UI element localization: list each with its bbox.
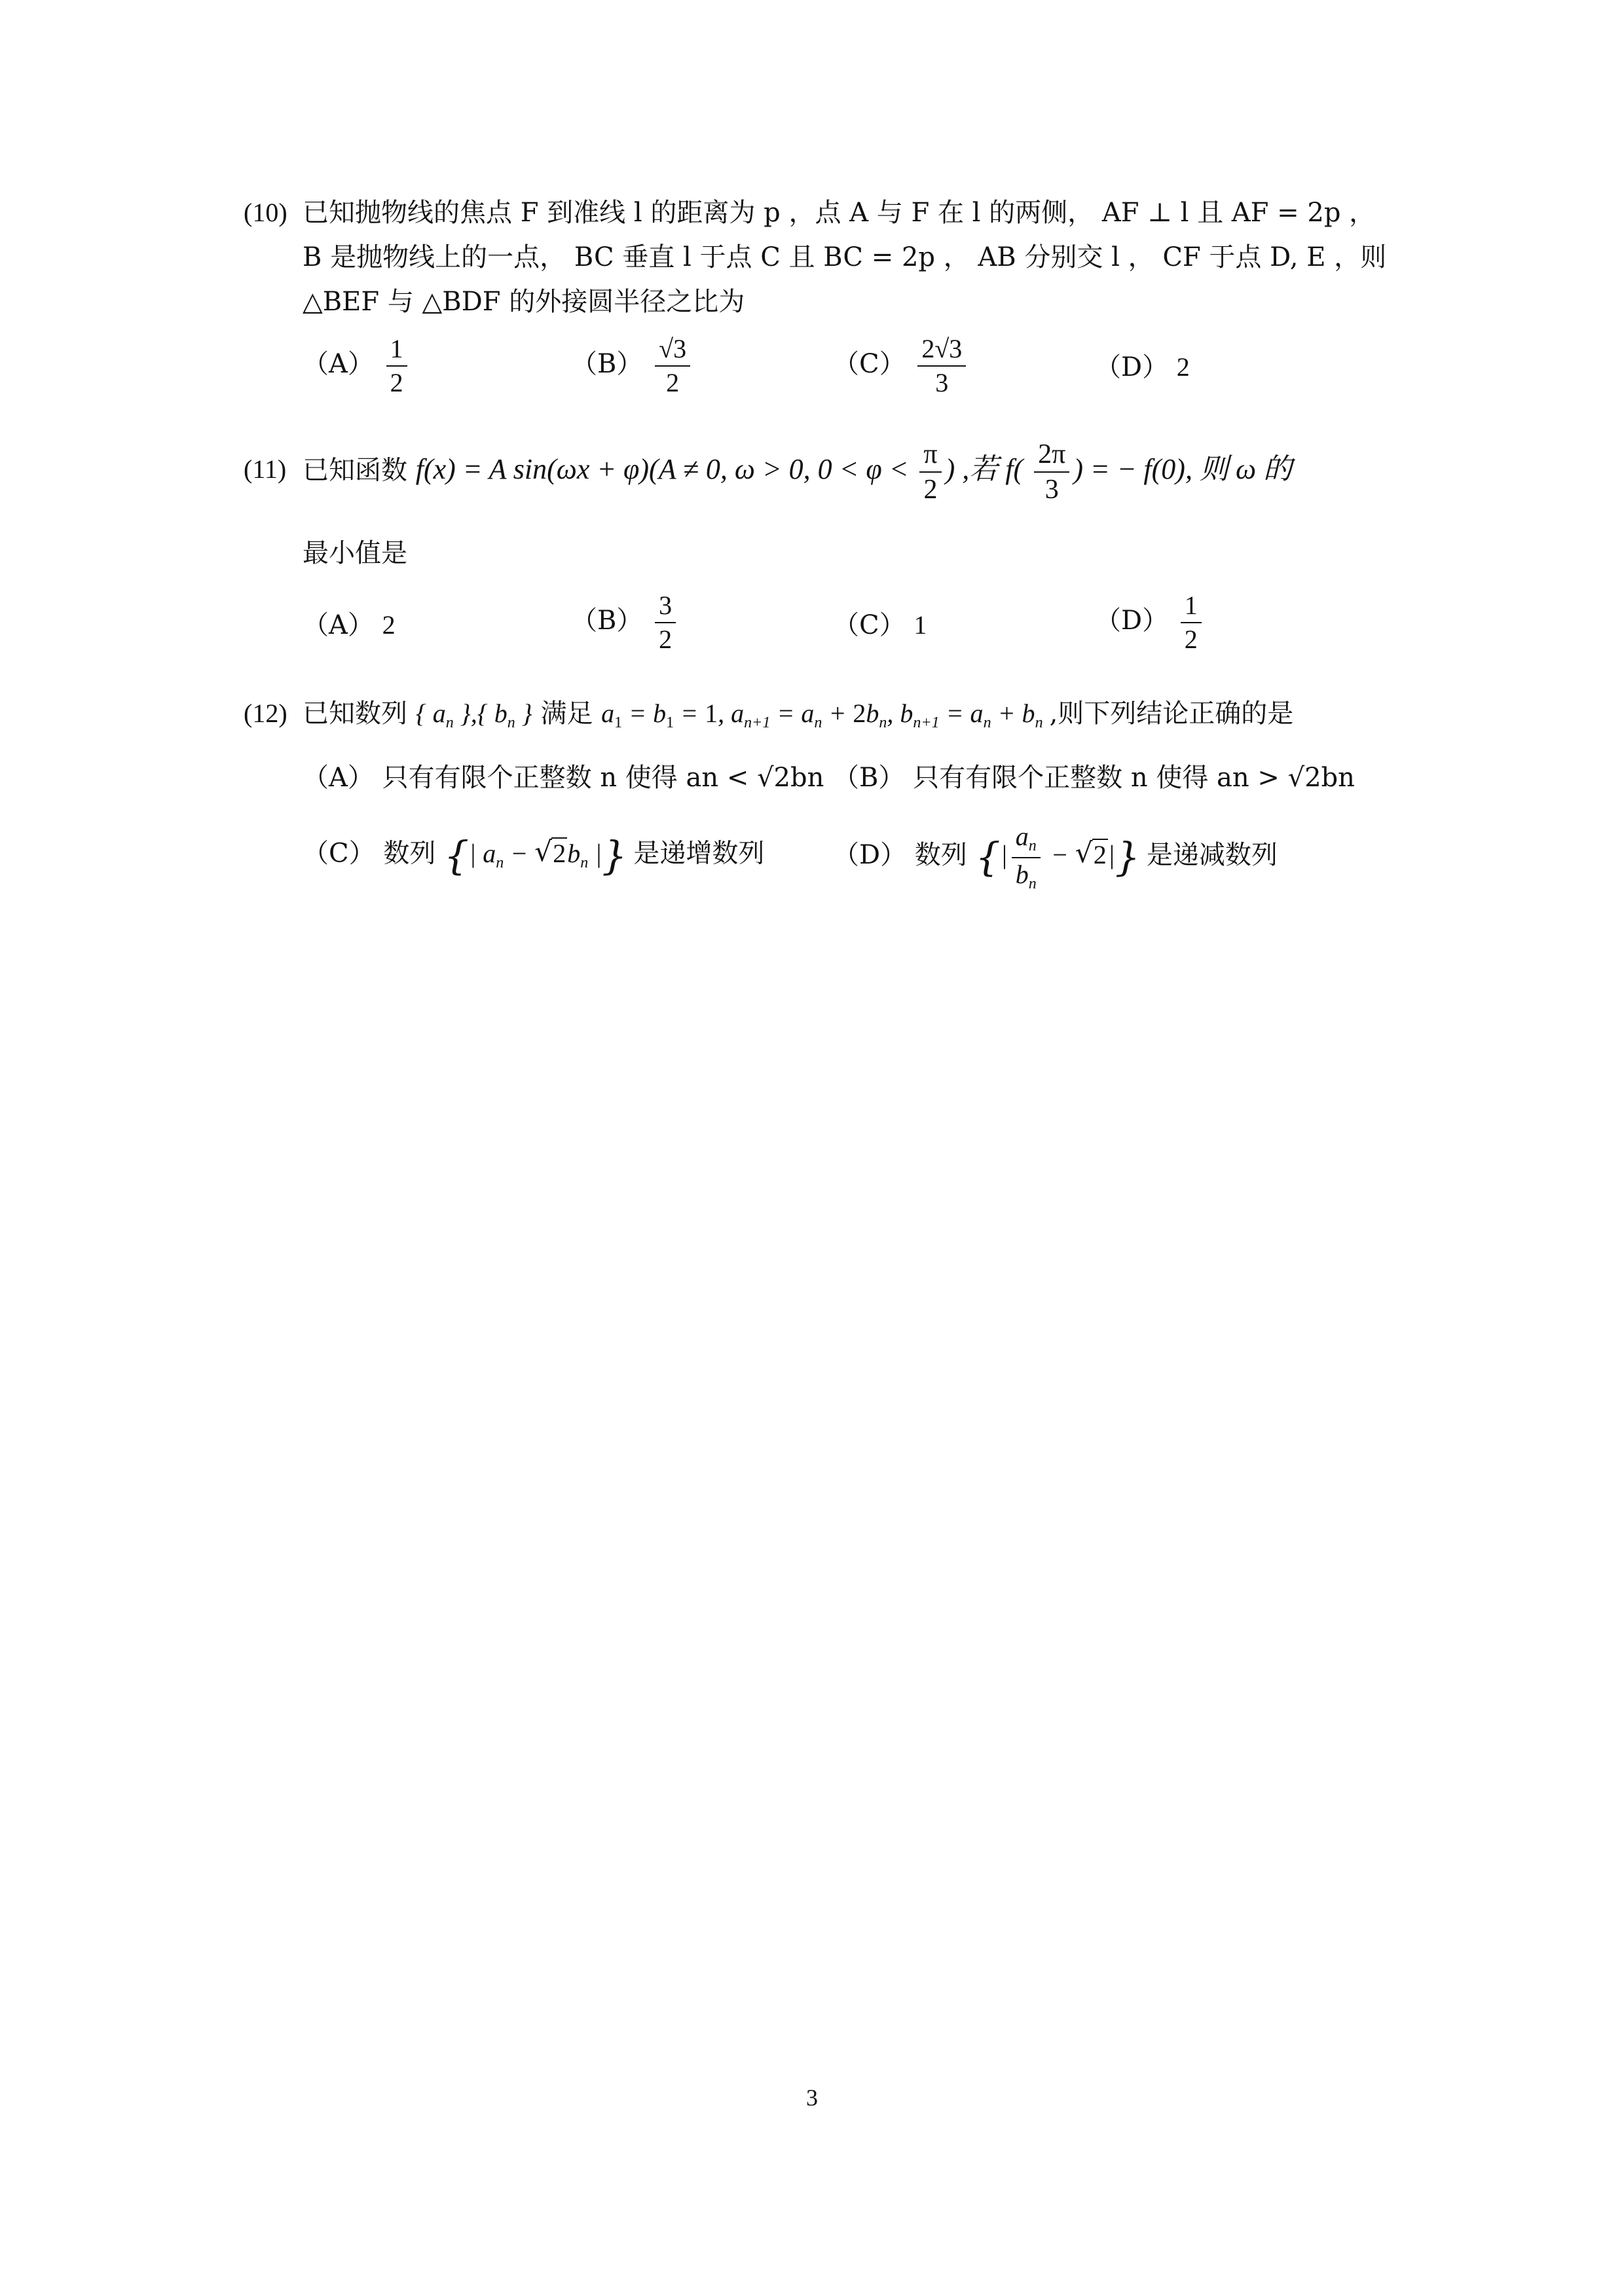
option-b: （B） $\frac{3}{2}$ bbox=[571, 591, 680, 655]
option-d: （D） 数列 {| $\frac{a_n}{b_n}$ − √ 2|} 是递减数列 bbox=[833, 822, 1278, 893]
option-text: 只有有限个正整数 n 使得 an > √2bn bbox=[913, 763, 1355, 793]
fraction: $\frac{3}{2}$ bbox=[655, 591, 676, 655]
option-a: （A） 只有有限个正整数 n 使得 an < √2bn bbox=[303, 763, 824, 793]
recurrence-formula: $a_1 = b_1 = 1$, $a_{n+1} = a_n + 2b_n$, $b_{n+1} = a_n + b_n$ bbox=[601, 699, 1043, 731]
sequence-expression: {| $a_n$ − √ $2b_n$ |} bbox=[444, 839, 633, 868]
question-stem-line: 已知抛物线的焦点 F 到准线 l 的距离为 p ，点 A 与 F 在 l 的两侧， AF ⊥ l 且 AF = 2p ， bbox=[303, 198, 1376, 228]
option-d: （D） $\frac{1}{2}$ bbox=[1095, 591, 1206, 655]
option-b: （B） $\frac{√3}{2}$ bbox=[571, 334, 694, 398]
question-stem-line: 已知数列 { $a_n$ },{ $b_n$ } 满足 $a_1 = b_1 = 1$, $a_{n+1} = a_n + 2b_n$, $b_{n+1} = a_n + b_n$ ,则下列结论正确的是 bbox=[303, 699, 1294, 731]
option-c: （C） 数列 {| $a_n$ − √ $2b_n$ |} 是递增数列 bbox=[303, 831, 764, 881]
option-text: 只有有限个正整数 n 使得 an < √2bn bbox=[382, 763, 824, 793]
question-number: (10) bbox=[244, 198, 287, 227]
fraction: $\frac{√3}{2}$ bbox=[655, 334, 690, 398]
option-c: （C） $\frac{2√3}{3}$ bbox=[833, 334, 970, 398]
option-a: （A） $\frac{1}{2}$ bbox=[303, 334, 411, 398]
option-b: （B） 只有有限个正整数 n 使得 an > √2bn bbox=[833, 763, 1355, 793]
question-number: (12) bbox=[244, 699, 287, 728]
fraction: $\frac{1}{2}$ bbox=[386, 334, 407, 398]
question-stem-line: 已知函数 f(x) = A sin(ωx + φ)(A ≠ 0, ω > 0, 0 < φ < $\frac{\pi}{2}$ ) ,若 f( $\frac{2\pi}{3}$ ) = − f(0), 则 ω 的 bbox=[303, 439, 1293, 505]
fraction: $\frac{2√3}{3}$ bbox=[917, 334, 966, 398]
page-number: 3 bbox=[806, 2085, 818, 2111]
question-stem-line: 最小值是 bbox=[303, 538, 407, 568]
sequence-set: { $a_n$ },{ $b_n$ } bbox=[415, 699, 532, 731]
sequence-expression: {| $\frac{a_n}{b_n}$ − √ 2|} bbox=[976, 840, 1147, 869]
question-stem-line: △BEF 与 △BDF 的外接圆半径之比为 bbox=[303, 287, 745, 317]
question-stem-line: B 是抛物线上的一点， BC 垂直 l 于点 C 且 BC = 2p ， AB 分别交 l ， CF 于点 D, E ，则 bbox=[303, 242, 1387, 272]
option-a: （A） 2 bbox=[303, 610, 396, 640]
fraction: $\frac{1}{2}$ bbox=[1181, 591, 1202, 655]
question-number: (11) bbox=[244, 454, 287, 484]
option-d: （D） 2 bbox=[1095, 352, 1190, 382]
function-formula: f(x) = A sin(ωx + φ)(A ≠ 0, ω > 0, 0 < φ < $\frac{\pi}{2}$ ) ,若 f( $\frac{2\pi}{3}$ ) = − f(0), 则 ω 的 bbox=[415, 439, 1293, 505]
option-c: （C） 1 bbox=[833, 610, 927, 640]
